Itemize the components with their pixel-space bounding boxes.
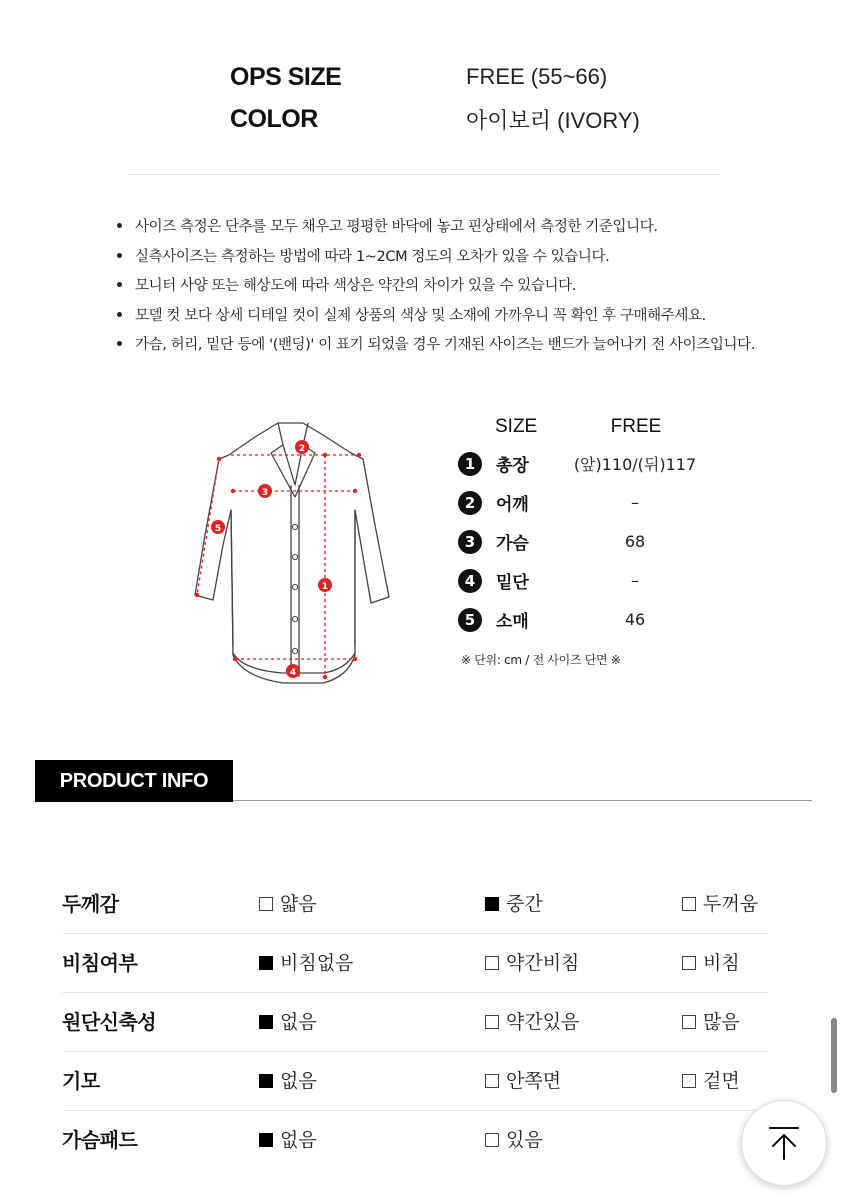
option-outside: [682, 1052, 740, 1110]
bullet-icon: [117, 282, 122, 287]
size-row-length: [455, 444, 715, 483]
option-label: 약간비침: [506, 952, 580, 974]
shirt-measurement-diagram: [183, 415, 393, 700]
option-sheer: [682, 934, 740, 992]
color-spec-row: [230, 98, 790, 140]
note-text: 가슴, 허리, 밑단 등에 '(밴딩)' 이 표기 되었을 경우 기재된 사이즈는 밴드가 늘어나기 전 사이즈입니다.: [135, 337, 755, 354]
marker-5-icon: [211, 520, 225, 534]
product-info-title: PRODUCT INFO: [35, 760, 233, 802]
checkbox-empty-icon: [682, 897, 696, 911]
checkbox-empty-icon: [259, 897, 273, 911]
number-1-icon: 1: [458, 452, 482, 476]
svg-text:3: 3: [261, 488, 269, 498]
info-row-label: 두께감: [62, 892, 119, 916]
option-some: [485, 993, 579, 1051]
note-item: [115, 241, 815, 271]
size-row-shoulder: [455, 483, 715, 522]
size-row-label: 총장: [496, 456, 529, 476]
option-slightly-sheer: [485, 934, 579, 992]
checkbox-empty-icon: [485, 1074, 499, 1088]
info-row-stretch: [62, 993, 768, 1052]
bullet-icon: [117, 223, 122, 228]
checkbox-filled-icon: [259, 1133, 273, 1147]
size-column-label: SIZE: [495, 416, 538, 437]
option-inside: [485, 1052, 561, 1110]
svg-text:2: 2: [298, 444, 306, 454]
note-text: 모니터 사양 또는 해상도에 따라 색상은 약간의 차이가 있을 수 있습니다.: [135, 278, 576, 295]
checkbox-filled-icon: [485, 897, 499, 911]
size-row-hem: [455, 561, 715, 600]
size-row-label: 밑단: [496, 573, 529, 593]
option-label: 많음: [703, 1011, 740, 1033]
size-row-value: 46: [624, 610, 646, 629]
option-label: 얇음: [280, 893, 317, 915]
size-row-label: 소매: [496, 612, 529, 632]
svg-text:1: 1: [321, 582, 329, 592]
option-not-sheer: [259, 934, 353, 992]
option-label: 두꺼움: [703, 893, 759, 915]
info-row-chest-pad: [62, 1111, 768, 1170]
size-row-label: 어깨: [496, 495, 529, 515]
option-label: 비침: [703, 952, 740, 974]
size-table-header: [455, 410, 715, 444]
note-text: 사이즈 측정은 단추를 모두 채우고 평평한 바닥에 놓고 핀상태에서 측정한 기준입니다.: [135, 219, 658, 236]
free-column-label: FREE: [610, 416, 662, 437]
size-row-value: –: [631, 571, 639, 590]
option-label: 중간: [506, 893, 543, 915]
option-label: 약간있음: [506, 1011, 580, 1033]
checkbox-filled-icon: [259, 1015, 273, 1029]
checkbox-empty-icon: [485, 1133, 499, 1147]
note-text: 실측사이즈는 측정하는 방법에 따라 1~2CM 정도의 오차가 있을 수 있습니다.: [135, 248, 610, 265]
size-spec-row: [230, 56, 790, 98]
option-none: [259, 993, 317, 1051]
size-row-value: 68: [624, 532, 646, 551]
option-none: [259, 1052, 317, 1110]
option-label: 없음: [280, 1129, 317, 1151]
size-row-label: 가슴: [496, 534, 529, 554]
bullet-icon: [117, 312, 122, 317]
option-thin: [259, 875, 317, 933]
scroll-to-top-button[interactable]: [741, 1100, 827, 1186]
marker-3-icon: [258, 484, 272, 498]
svg-text:4: 4: [289, 668, 297, 678]
marker-2-icon: [295, 440, 309, 454]
divider: [128, 174, 720, 175]
option-none: [259, 1111, 317, 1169]
option-label: 있음: [506, 1129, 543, 1151]
ops-size-value: FREE (55~66): [466, 64, 608, 89]
info-row-sheerness: [62, 934, 768, 993]
spec-block: [230, 56, 790, 140]
size-row-chest: [455, 522, 715, 561]
note-item: [115, 329, 815, 359]
svg-text:5: 5: [214, 524, 222, 534]
color-label: COLOR: [230, 104, 318, 133]
checkbox-empty-icon: [485, 956, 499, 970]
ops-size-label: OPS SIZE: [230, 62, 342, 91]
option-label: 비침없음: [280, 952, 354, 974]
info-row-label: 가슴패드: [62, 1128, 138, 1152]
size-table: [455, 410, 715, 668]
checkbox-empty-icon: [485, 1015, 499, 1029]
marker-4-icon: [286, 664, 300, 678]
option-yes: [485, 1111, 543, 1169]
note-item: [115, 211, 815, 241]
shirt-outline-icon: [183, 415, 393, 700]
info-row-label: 기모: [62, 1069, 100, 1093]
option-label: 안쪽면: [506, 1070, 562, 1092]
checkbox-filled-icon: [259, 956, 273, 970]
checkbox-empty-icon: [682, 1074, 696, 1088]
color-value: 아이보리 (IVORY): [466, 107, 640, 133]
info-row-thickness: [62, 875, 768, 934]
number-4-icon: 4: [458, 569, 482, 593]
scrollbar[interactable]: [831, 1018, 837, 1093]
number-2-icon: 2: [458, 491, 482, 515]
note-item: [115, 270, 815, 300]
note-item: [115, 300, 815, 330]
product-info-header: [35, 760, 812, 802]
size-row-sleeve: [455, 600, 715, 639]
checkbox-filled-icon: [259, 1074, 273, 1088]
option-much: [682, 993, 740, 1051]
product-info-table: [62, 875, 768, 1170]
checkbox-empty-icon: [682, 956, 696, 970]
info-row-label: 원단신축성: [62, 1010, 157, 1034]
measurement-notes: [115, 211, 815, 359]
option-medium: [485, 875, 543, 933]
option-label: 겉면: [703, 1070, 740, 1092]
bullet-icon: [117, 253, 122, 258]
number-5-icon: 5: [458, 608, 482, 632]
marker-1-icon: [318, 578, 332, 592]
header-underline: [233, 800, 812, 801]
info-row-label: 비침여부: [62, 951, 138, 975]
note-text: 모델 컷 보다 상세 디테일 컷이 실제 상품의 색상 및 소재에 가까우니 꼭 확인 후 구매해주세요.: [135, 307, 706, 324]
bullet-icon: [117, 341, 122, 346]
option-label: 없음: [280, 1070, 317, 1092]
checkbox-empty-icon: [682, 1015, 696, 1029]
arrow-up-icon: [764, 1123, 804, 1163]
size-unit-note: ※ 단위: cm / 전 사이즈 단면 ※: [461, 653, 621, 667]
size-row-value: (앞)110/(뒤)117: [573, 455, 697, 474]
info-row-brushed: [62, 1052, 768, 1111]
option-thick: [682, 875, 758, 933]
option-label: 없음: [280, 1011, 317, 1033]
number-3-icon: 3: [458, 530, 482, 554]
size-row-value: –: [631, 493, 639, 512]
